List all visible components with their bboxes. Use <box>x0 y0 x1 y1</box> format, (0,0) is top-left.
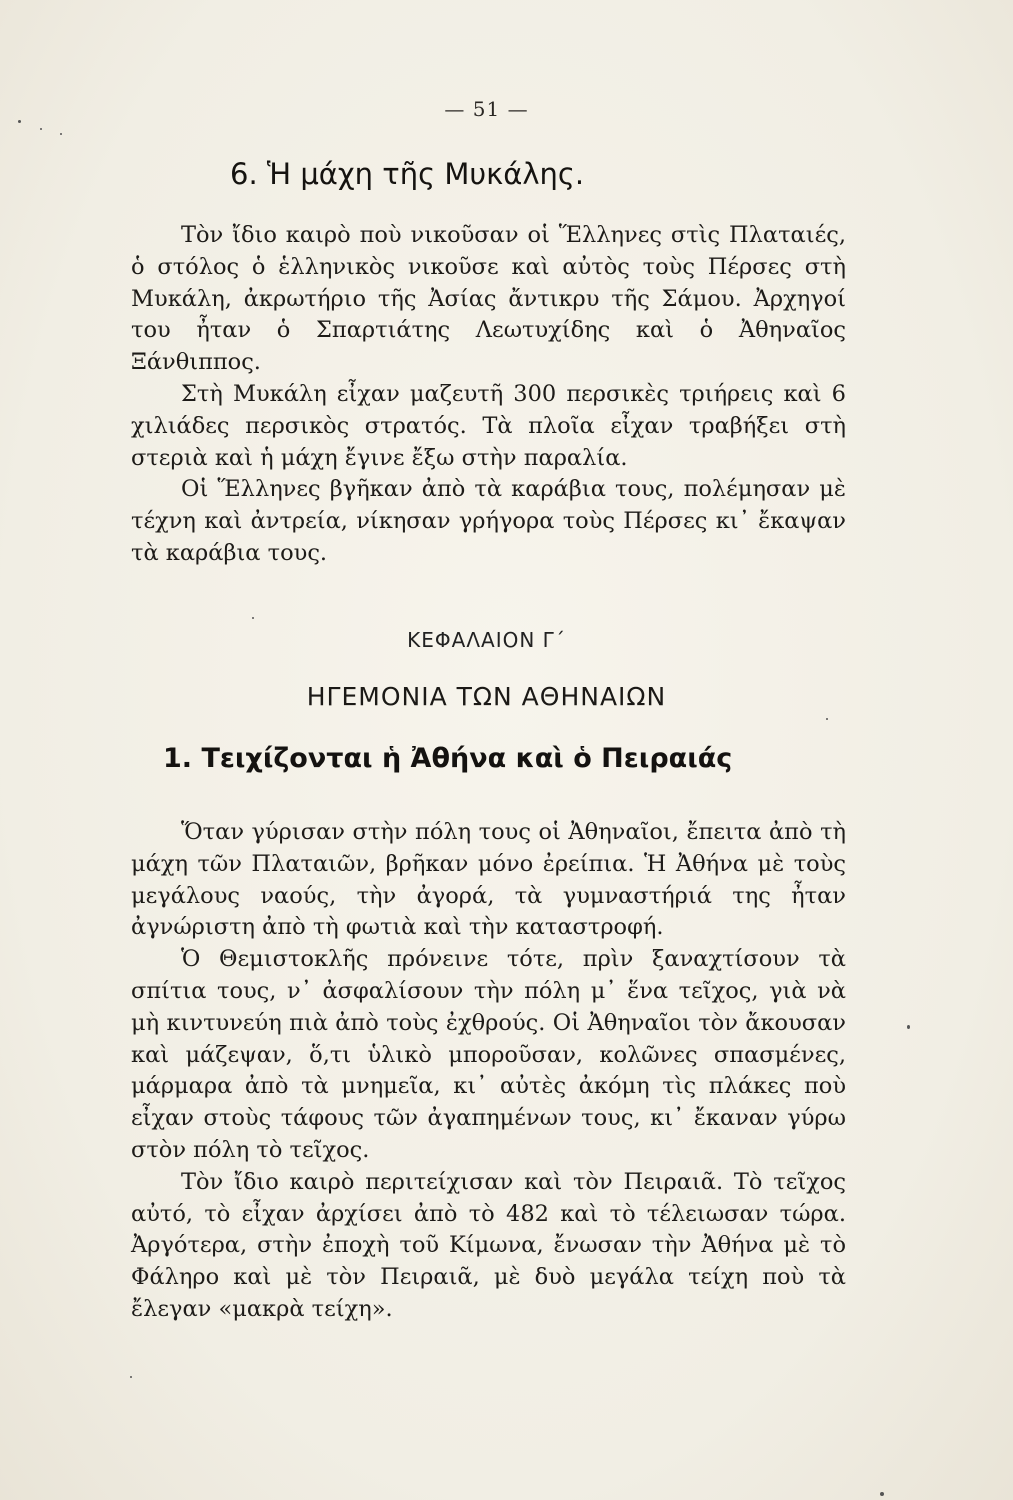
paragraph: Ὁ Θεμιστοκλῆς πρόνεινε τότε, πρὶν ξαναχτίσουν τὰ σπίτια τους, ν᾽ ἀσφαλίσουν τὴν πόλη μ᾽ ἕνα τεῖχος, γιὰ νὰ μὴ κιντυνεύη πιὰ ἀπὸ τοὺς ἐχθρούς. Οἱ Ἀθηναῖοι τὸν ἄκουσαν καὶ μάζεψαν, ὅ,τι ὑλικὸ μποροῦσαν, κολῶνες σπασμένες, μάρμαρα ἀπὸ τὰ μνημεῖα, κι᾽ αὐτὲς ἀκόμη τὶς πλάκες ποὺ εἶχαν στοὺς τάφους τῶν ἀγαπημένων τους, κι᾽ ἔκαναν γύρω στὸν πόλη τὸ τεῖχος. <box>131 946 846 1163</box>
paragraph: Οἱ Ἕλληνες βγῆκαν ἀπὸ τὰ καράβια τους, πολέμησαν μὲ τέχνη καὶ ἀντρεία, νίκησαν γρήγορα τοὺς Πέρσες κι᾽ ἔκαψαν τὰ καράβια τους. <box>131 476 846 566</box>
paragraph: Τὸν ἴδιο καιρὸ ποὺ νικοῦσαν οἱ Ἕλληνες στὶς Πλαταιές, ὁ στόλος ὁ ἑλληνικὸς νικοῦσε καὶ αὐτὸς τοὺς Πέρσες στὴ Μυκάλη, ἀκρωτήριο τῆς Ἀσίας ἄντικρυ τῆς Σάμου. Ἀρχηγοί του ἦταν ὁ Σπαρτιάτης Λεωτυχίδης καὶ ὁ Ἀθηναῖος Ξάνθιππος. <box>131 222 846 376</box>
section-body-battle-of-mycale <box>131 220 846 570</box>
page-number: — 51 — <box>444 97 529 121</box>
paragraph: Ὅταν γύρισαν στὴν πόλη τους οἱ Ἀθηναῖοι, ἔπειτα ἀπὸ τὴ μάχη τῶν Πλαταιῶν, βρῆκαν μόνο ἐρείπια. Ἡ Ἀθήνα μὲ τοὺς μεγάλους ναούς, τὴν ἀγορά, τὰ γυμναστήριά της ἦταν ἀγνώριστη ἀπὸ τὴ φωτιὰ καὶ τὴν καταστροφή. <box>131 819 846 941</box>
paragraph: Τὸν ἴδιο καιρὸ περιτείχισαν καὶ τὸν Πειραιᾶ. Τὸ τεῖχος αὐτό, τὸ εἶχαν ἀρχίσει ἀπὸ τὸ 482 καὶ τὸ τέλειωσαν τώρα. Ἀργότερα, στὴν ἐποχὴ τοῦ Κίμωνα, ἔνωσαν τὴν Ἀθήνα μὲ τὸ Φάληρο καὶ μὲ τὸν Πειραιᾶ, μὲ δυὸ μεγάλα τείχη ποὺ τὰ ἔλεγαν «μακρὰ τείχη». <box>131 1168 846 1322</box>
chapter-label: ΚΕΦΑΛΑΙΟΝ Γ΄ <box>407 628 566 652</box>
chapter-title: ΗΓΕΜΟΝΙΑ ΤΩΝ ΑΘΗΝΑΙΩΝ <box>306 682 667 711</box>
section-body-walls-of-athens <box>131 817 846 1326</box>
section-heading-walls-of-athens: 1. Τειχίζονται ἡ Ἀθήνα καὶ ὁ Πειραιάς <box>163 743 733 774</box>
section-heading-battle-of-mycale: 6. Ἡ μάχη τῆς Μυκάλης. <box>230 157 585 191</box>
paragraph: Στὴ Μυκάλη εἶχαν μαζευτῆ 300 περσικὲς τριήρεις καὶ 6 χιλιάδες περσικὸς στρατός. Τὰ πλοῖα εἶχαν τραβήξει στὴ στεριὰ καὶ ἡ μάχη ἔγινε ἔξω στὴν παραλία. <box>131 380 846 471</box>
